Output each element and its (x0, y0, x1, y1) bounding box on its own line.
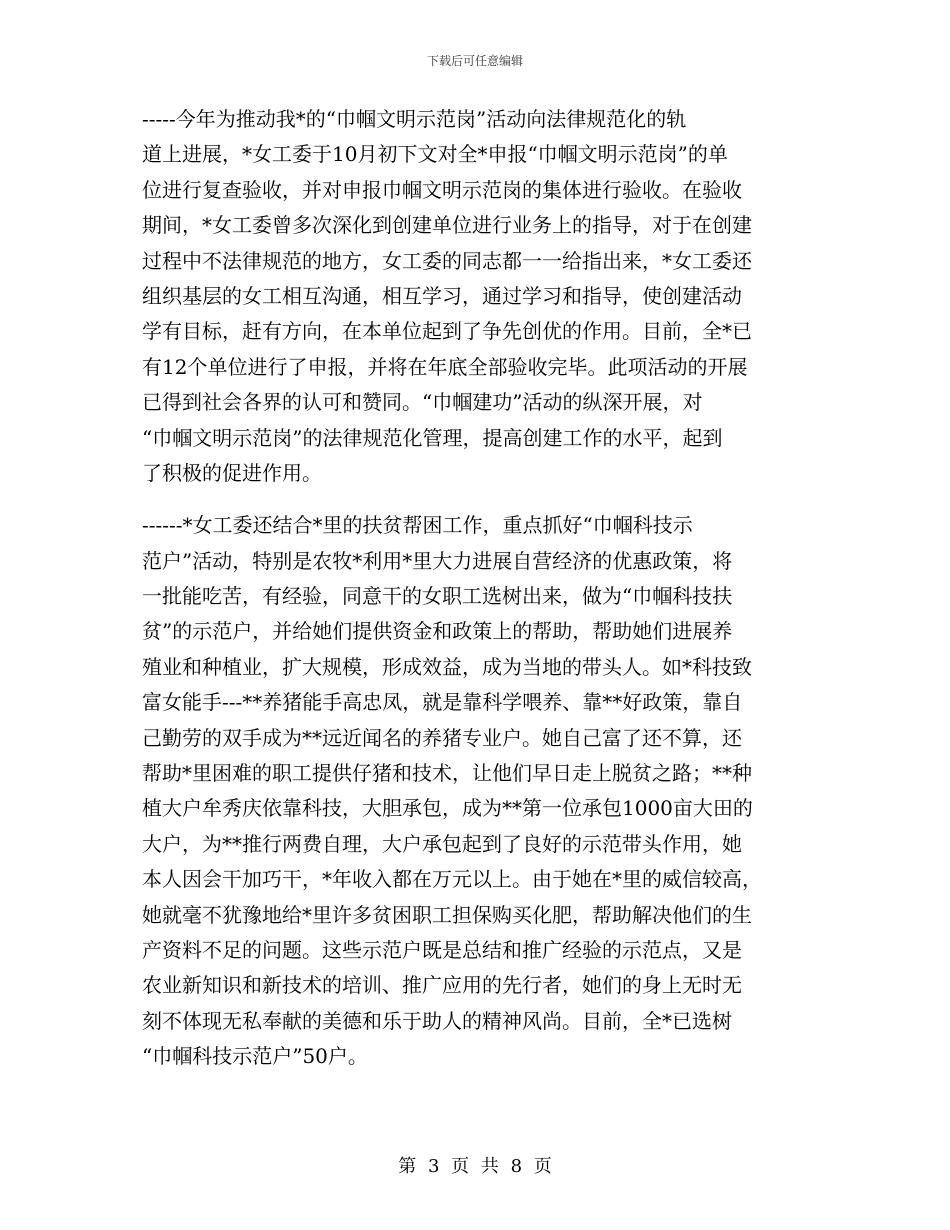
paragraph-1 (142, 102, 806, 491)
paragraph-line: 己勤劳的双手成为**远近闻名的养猪专业户。她自己富了还不算，还 (142, 725, 742, 750)
page-header: 下载后可任意编辑 (426, 54, 523, 68)
paragraph-line: 植大户牟秀庆依靠科技，大胆承包，成为**第一位承包1000亩大田的 (142, 796, 753, 821)
page-footer: 第 3 页 共 8 页 (398, 1156, 552, 1177)
paragraph-2 (142, 508, 806, 1074)
paragraph-line: 组织基层的女工相互沟通，相互学习，通过学习和指导，使创建活动 (142, 283, 742, 308)
paragraph-line: 过程中不法律规范的地方，女工委的同志都一一给指出来，*女工委还 (142, 248, 752, 273)
paragraph-line: 期间，*女工委曾多次深化到创建单位进行业务上的指导，对于在创建 (142, 213, 752, 238)
paragraph-line: 范户”活动，特别是农牧*利用*里大力进展自营经济的优惠政策，将 (142, 548, 733, 573)
paragraph-line: “巾帼文明示范岗”的法律规范化管理，提高创建工作的水平，起到 (142, 425, 723, 450)
paragraph-line: 已得到社会各界的认可和赞同。“巾帼建功”活动的纵深开展，对 (142, 390, 703, 415)
paragraph-line: 贫”的示范户，并给她们提供资金和政策上的帮助，帮助她们进展养 (142, 619, 733, 644)
paragraph-line: 产资料不足的问题。这些示范户既是总结和推广经验的示范点，又是 (142, 937, 742, 962)
paragraph-line: 有12个单位进行了申报，并将在年底全部验收完毕。此项活动的开展 (142, 354, 748, 379)
paragraph-line: 一批能吃苦，有经验，同意干的女职工选树出来，做为“巾帼科技扶 (142, 584, 733, 609)
paragraph-line: ------*女工委还结合*里的扶贫帮困工作，重点抓好“巾帼科技示 (142, 513, 693, 538)
paragraph-line: 位进行复查验收，并对申报巾帼文明示范岗的集体进行验收。在验收 (142, 177, 742, 202)
paragraph-line: 本人因会干加巧干，*年收入都在万元以上。由于她在*里的威信较高， (142, 867, 762, 892)
paragraph-line: 学有目标，赶有方向，在本单位起到了争先创优的作用。目前，全*已 (142, 319, 752, 344)
paragraph-line: 富女能手---**养猪能手高忠凤，就是靠科学喂养、靠**好政策，靠自 (142, 690, 743, 715)
document-body (142, 102, 806, 1075)
paragraph-line: 刻不体现无私奉献的美德和乐于助人的精神风尚。目前，全*已选树 (142, 1008, 732, 1033)
paragraph-line: 帮助*里困难的职工提供仔猪和技术，让他们早日走上脱贫之路；**种 (142, 761, 752, 786)
paragraph-gap (142, 491, 806, 508)
paragraph-line: 农业新知识和新技术的培训、推广应用的先行者，她们的身上无时无 (142, 973, 742, 998)
paragraph-line: 了积极的促进作用。 (142, 460, 322, 485)
paragraph-line: 殖业和种植业，扩大规模，形成效益，成为当地的带头人。如*科技致 (142, 654, 752, 679)
paragraph-line: “巾帼科技示范户”50户。 (142, 1044, 368, 1069)
paragraph-line: 大户，为**推行两费自理，大户承包起到了良好的示范带头作用，她 (142, 831, 742, 856)
paragraph-line: 道上进展，*女工委于10月初下文对全*申报“巾帼文明示范岗”的单 (142, 142, 728, 167)
paragraph-line: -----今年为推动我*的“巾帼文明示范岗”活动向法律规范化的轨 (142, 107, 687, 131)
paragraph-line: 她就毫不犹豫地给*里许多贫困职工担保购买化肥，帮助解决他们的生 (142, 902, 752, 927)
